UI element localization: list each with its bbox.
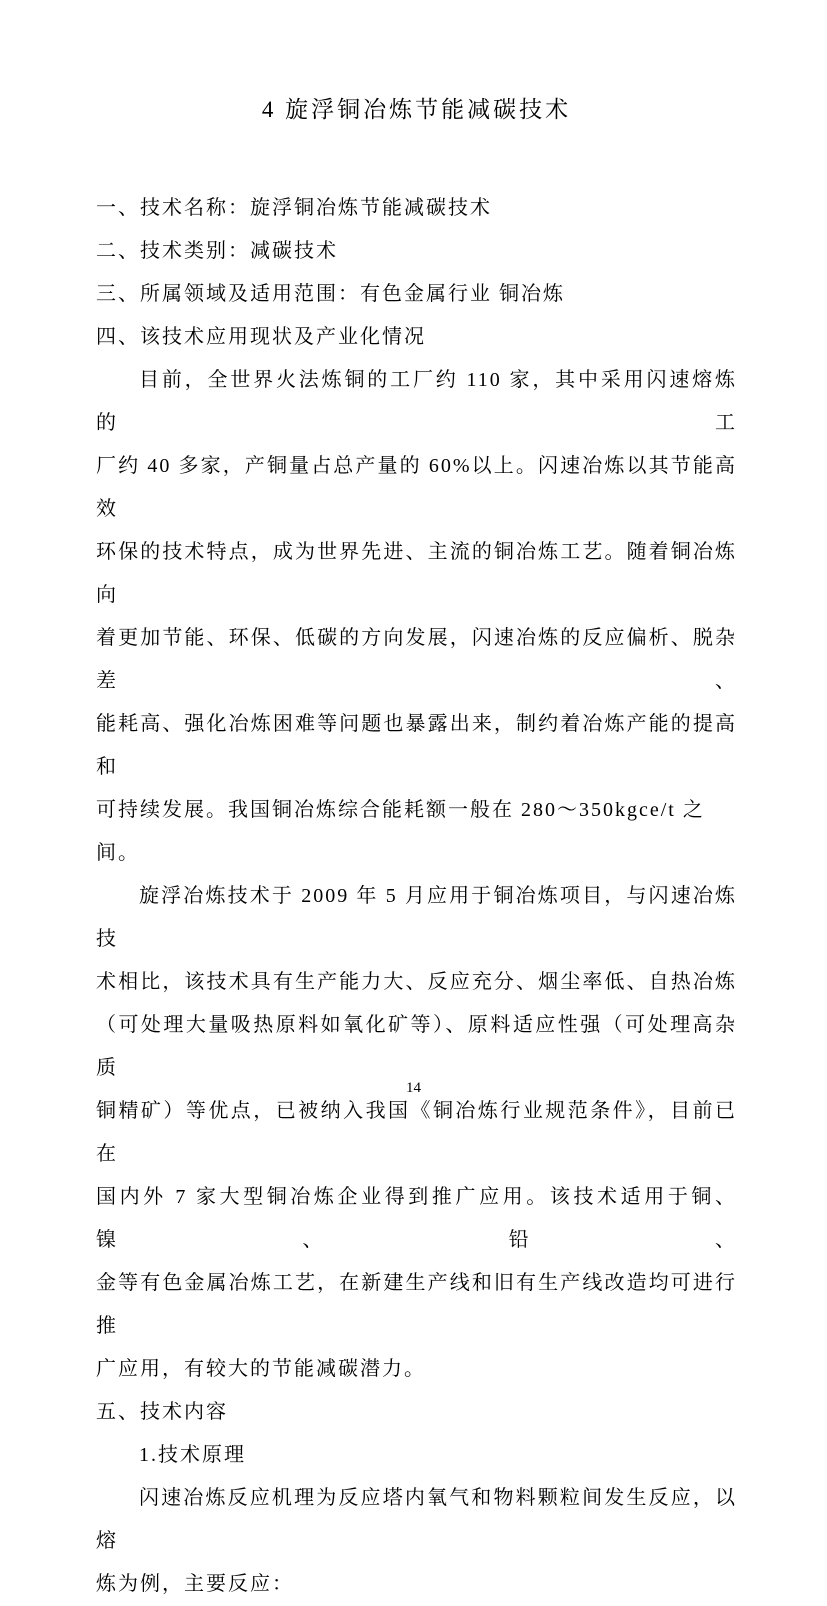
text-line: 术相比，该技术具有生产能力大、反应充分、烟尘率低、自热冶炼 <box>96 971 737 993</box>
text-line: 闪速冶炼反应机理为反应塔内氧气和物料颗粒间发生反应，以熔 <box>96 1487 737 1552</box>
text-line: 铜精矿）等优点，已被纳入我国《铜冶炼行业规范条件》，目前已在 <box>96 1100 737 1165</box>
document-content <box>96 88 737 1606</box>
text-line: 旋浮冶炼技术于 2009 年 5 月应用于铜冶炼项目，与闪速冶炼技 <box>96 885 737 950</box>
section-heading: 二、技术类别：减碳技术 <box>96 240 338 262</box>
section-heading: 三、所属领域及适用范围：有色金属行业 铜冶炼 <box>96 283 565 305</box>
text-line: 着更加节能、环保、低碳的方向发展，闪速冶炼的反应偏析、脱杂差、 <box>96 627 737 692</box>
paragraph <box>96 1477 737 1606</box>
sub-heading: 1.技术原理 <box>139 1444 246 1466</box>
section-heading: 四、该技术应用现状及产业化情况 <box>96 326 426 348</box>
text-line: 炼为例，主要反应： <box>96 1573 294 1595</box>
text-line: （可处理大量吸热原料如氧化矿等）、原料适应性强（可处理高杂质 <box>96 1014 737 1079</box>
document-body <box>96 187 737 1606</box>
text-line: 能耗高、强化冶炼困难等问题也暴露出来，制约着冶炼产能的提高和 <box>96 713 737 778</box>
document-title: 4 旋浮铜冶炼节能减碳技术 <box>261 97 572 122</box>
section-heading: 一、技术名称：旋浮铜冶炼节能减碳技术 <box>96 197 492 219</box>
text-line: 目前，全世界火法炼铜的工厂约 110 家，其中采用闪速熔炼的工 <box>96 369 737 434</box>
page-number: 14 <box>406 1080 421 1096</box>
text-line: 厂约 40 多家，产铜量占总产量的 60%以上。闪速冶炼以其节能高效 <box>96 455 737 520</box>
text-line: 广应用，有较大的节能减碳潜力。 <box>96 1358 426 1380</box>
paragraph <box>96 359 737 875</box>
text-line: 金等有色金属冶炼工艺，在新建生产线和旧有生产线改造均可进行推 <box>96 1272 737 1337</box>
text-line: 国内外 7 家大型铜冶炼企业得到推广应用。该技术适用于铜、镍、铅、 <box>96 1186 737 1251</box>
text-line: 可持续发展。我国铜冶炼综合能耗额一般在 280～350kgce/t 之间。 <box>96 799 705 864</box>
paragraph <box>96 875 737 1391</box>
text-line: 环保的技术特点，成为世界先进、主流的铜冶炼工艺。随着铜冶炼向 <box>96 541 737 606</box>
section-heading: 五、技术内容 <box>96 1401 228 1423</box>
